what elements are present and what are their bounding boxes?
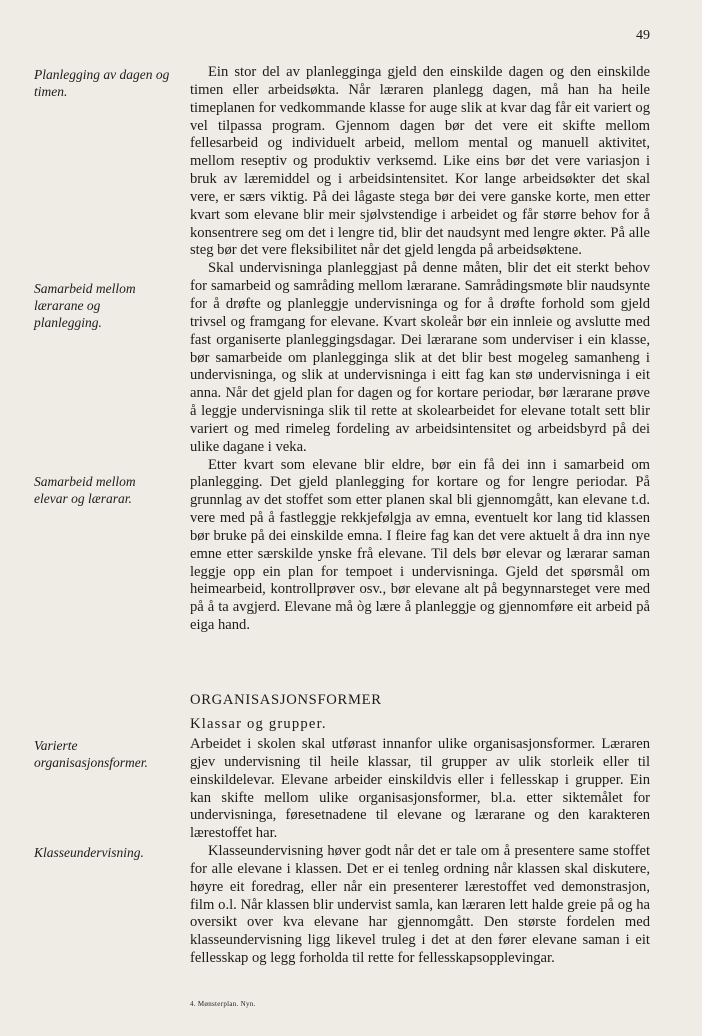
paragraph-student-cooperation: Etter kvart som elevane blir eldre, bør ein få dei inn i samarbeid om planlegging. Det gjeld planlegging for kortare og for lengre periodar. På grunnlag av det stoffet som etter planen skal bli gjennomgått, kan elevane t.d. vere med på å fastleggje rekkjefølgja av emna, eventuelt kor lang tid klassen bør bruke på dei einskilde emna. I fleire fag kan det vere aktuelt å dra inn nye emne etter særskilde ynske frå elevane. Til dels bør elevar og lærarar saman leggje opp ein plan for tempoet i undervisninga. Gjeld det spørsmål om heimearbeid, kontrollprøver osv., bør elevane alt på begynnarsteget vere med på å ta avgjerd. Elevane må òg lære å planleggje og gjennomføre eit arbeid på eiga hand. <box>190 456 650 634</box>
page-number: 49 <box>636 28 650 43</box>
margin-note-teacher-cooperation: Samarbeid mellom lærarane og planlegging. <box>34 281 136 330</box>
paragraph-organisation-forms: Arbeidet i skolen skal utførast innanfor ulike organisasjonsformer. Læraren gjev undervisning til heile klassar, til grupper av ulik storleik eller til einskildelevar. Elevane arbeider einskildvis eller i fellesskap i grupper. Ein kan skifte mellom ulike organisasjonsformer, bl.a. etter siktemålet for undervisninga, føresetnadene til elevane og lærarane og den karakteren lærestoffet har. <box>190 736 650 842</box>
margin-note-planning: Planlegging av dagen og timen. <box>34 67 170 99</box>
section-heading: ORGANISASJONSFORMER <box>190 692 382 708</box>
body-text-bottom <box>190 736 650 968</box>
footer-note: 4. Mønsterplan. Nyn. <box>190 1000 256 1008</box>
margin-note-varied-forms: Varierte organisasjonsformer. <box>34 738 148 770</box>
paragraph-teacher-cooperation: Skal undervisninga planleggjast på denne måten, blir det eit sterkt behov for samarbeid og samråding mellom lærarane. Samrådingsmøte blir naudsynte for å drøfte og planleggje undervisninga og for å drøfte forhold som gjeld trivsel og framgang for elevane. Kvart skoleår bør ein innleie og avslutte med fast organiserte planleggingsdagar. Dei lærarane som underviser i ein klasse, bør samarbeide om planlegginga slik at det blir best mogeleg samanheng i undervisninga, og slik at undervisninga i eitt fag kan stø undervisninga i eit anna. Når det gjeld plan for dagen og for kortare periodar, bør lærarane prøve å leggje undervisninga slik til rette at skolearbeidet for elevane totalt sett blir variert og med rimeleg fordeling av arbeidsintensitet og arbeidsbyrd på dei ulike dagane i veka. <box>190 260 650 455</box>
body-text-top <box>190 64 650 635</box>
margin-note-student-cooperation: Samarbeid mellom elevar og lærarar. <box>34 474 136 506</box>
paragraph-class-teaching: Klasseundervisning høver godt når det er tale om å presentere same stoffet for alle elevane i klassen. Det er ei tenleg ordning når klassen skal diskutere, høyre eit foredrag, eller når ein presenterer lærestoffet ved demonstrasjon, film o.l. Når klassen blir undervist samla, kan læraren lett halde greie på og ha oversikt over kva elevane har gjennomgått. Den største fordelen med klasseundervisning ligg likevel truleg i det at den fører elevane saman i eit fellesskap og legg forholda til rette for fellesskapsopplevingar. <box>190 843 650 967</box>
subheading: Klassar og grupper. <box>190 716 327 732</box>
paragraph-planning: Ein stor del av planlegginga gjeld den einskilde dagen og den einskilde timen eller arbeidsøkta. Når læraren planlegg dagen, må han ha heile timeplanen for vedkommande klasse for auge slik at kvar dag får eit variert og vel tilpassa program. Gjennom dagen bør det vere eit skifte mellom fellesarbeid og individuelt arbeid, mellom mental og manuell aktivitet, mellom reseptiv og produktiv verksemd. Like eins bør det vere variasjon i bruk av læremiddel og i arbeidsintensitet. Kor lange arbeidsøkter det skal vere, er særs viktig. På dei lågaste stega bør dei vere ganske korte, men etter kvart som elevane blir meir sjølvstendige i arbeidet og får større behov for å konsentrere seg om det i lengre tid, blir det naudsynt med lengre økter. På alle steg bør det vere fleksibilitet når det gjeld lengda på arbeidsøktene. <box>190 64 650 259</box>
margin-note-class-teaching: Klasseundervisning. <box>34 845 144 860</box>
